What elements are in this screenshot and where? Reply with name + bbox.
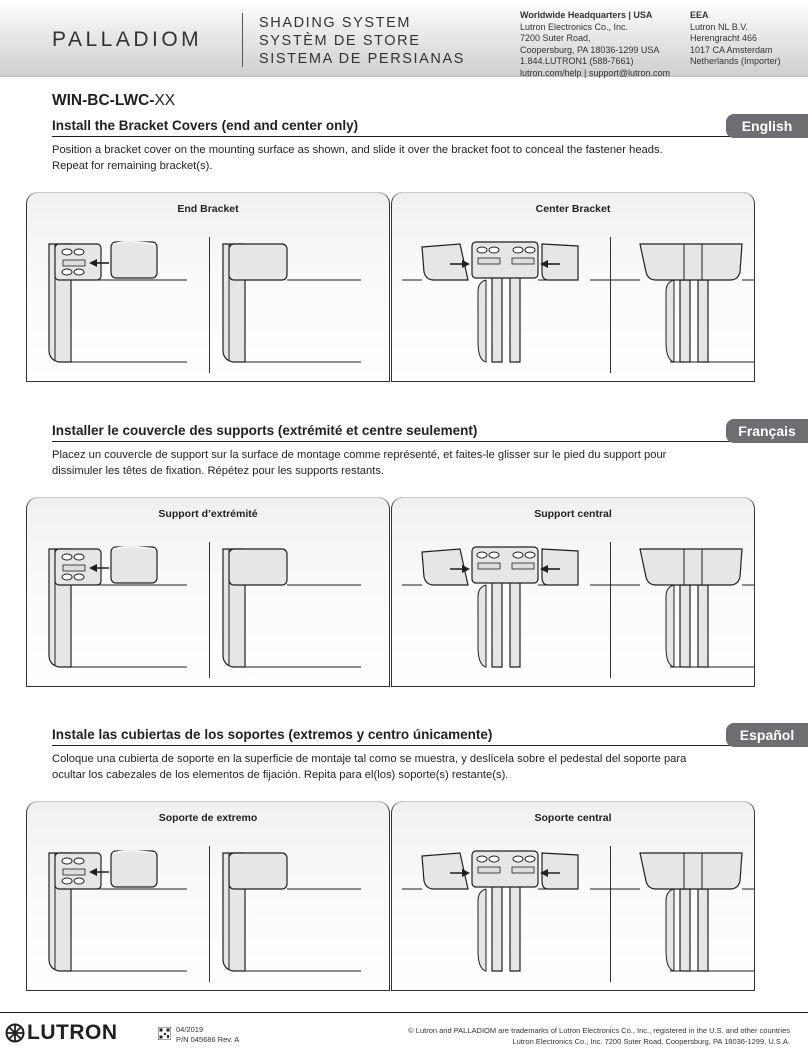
eea-title: EEA [690,10,709,20]
panel-title: End Bracket [177,203,239,215]
document-header [0,0,808,77]
footer-rule [0,1012,808,1013]
center-bracket-illustration [392,801,755,991]
panel-title: Support d’extrémité [158,508,258,520]
center-bracket-after [590,244,755,362]
header-divider [242,13,243,67]
system-line-en: SHADING SYSTEM [259,15,412,31]
language-tab: English [726,114,808,138]
end-bracket-after [223,244,361,362]
language-tab: Español [726,723,808,747]
panel-title: Support central [534,508,612,520]
system-line-es: SISTEMA DE PERSIANAS [259,51,466,67]
hq-line: Coopersburg, PA 18036-1299 USA [520,44,660,55]
end-bracket-illustration [27,497,390,687]
end-bracket-before [49,851,187,971]
section-instructions: Placez un couvercle de support sur la surface de montage comme représenté, et faites-le glisser sur le pied du support pour dissimuler les têtes de fixation. Répétez pour les supports restants. [52,449,667,477]
section-title: Instale las cubiertas de los soportes (extremos y centro únicamente) [52,727,493,742]
panel-title: Soporte central [534,812,612,824]
panel-center-bracket [391,497,755,687]
footer-date: 04/2019 [176,1025,204,1034]
end-bracket-after [223,853,361,971]
section-rule [52,441,756,442]
hq-address [520,10,670,79]
section-instructions: Coloque una cubierta de soporte en la superficie de montaje tal como se muestra, y deslícela sobre el pedestal del soporte para ocultar los cabezales de los elementos de fijación. Repita para el(los) soporte(s) restante(s). [52,753,687,781]
panel-end-bracket [26,801,390,991]
panel-end-bracket [26,497,390,687]
center-bracket-before [402,851,578,971]
footer-trademark: © Lutron and PALLADIOM are trademarks of Lutron Electronics Co., Inc., registered in the U.S. and other countries [408,1026,790,1035]
hq-title: Worldwide Headquarters | USA [520,10,653,20]
center-bracket-before [402,547,578,667]
lutron-mark-icon [5,1023,25,1043]
footer-address: Lutron Electronics Co., Inc. 7200 Suter Road, Coopersburg, PA 18036-1299, U.S.A. [512,1037,790,1046]
footer-part-info [176,1025,239,1044]
lutron-wordmark: LUTRON [27,1021,118,1044]
panel-center-bracket [391,801,755,991]
section-instructions: Position a bracket cover on the mounting surface as shown, and slide it over the bracket foot to conceal the fastener heads. Repeat for remaining bracket(s). [52,144,663,172]
model-bold: WIN-BC-LWC- [52,92,155,109]
end-bracket-after [223,549,361,667]
palladiom-logo: PALLADIOM [52,28,203,51]
panel-center-bracket [391,192,755,382]
section-title: Install the Bracket Covers (end and center only) [52,118,359,133]
lutron-logo [5,1021,118,1045]
eea-address [690,10,781,68]
center-bracket-before [402,242,578,362]
footer-part-number: P/N 045686 Rev. A [176,1034,240,1044]
center-bracket-after [590,549,755,667]
section-rule [52,745,756,746]
end-bracket-illustration [27,801,390,991]
hq-line: Lutron Electronics Co., Inc. [520,21,629,32]
eea-line: Netherlands (Importer) [690,56,781,66]
hq-line: lutron.com/help | support@lutron.com [520,67,671,78]
center-bracket-illustration [392,192,755,382]
panel-title: Soporte de extremo [158,812,258,824]
language-tab: Français [726,419,808,443]
model-suffix: XX [154,92,176,109]
eea-line: Herengracht 466 [690,33,758,43]
model-number [52,92,175,110]
center-bracket-illustration [392,497,755,687]
qr-code-icon [158,1027,171,1040]
section-title: Installer le couvercle des supports (extrémité et centre seulement) [52,423,478,438]
hq-line: 7200 Suter Road, [520,33,591,43]
eea-line: Lutron NL B.V. [690,21,748,32]
end-bracket-before [49,547,187,667]
section-rule [52,136,756,137]
panel-end-bracket [26,192,390,382]
end-bracket-illustration [27,192,390,382]
center-bracket-after [590,853,755,971]
system-name [259,14,465,68]
eea-line: 1017 CA Amsterdam [690,44,773,55]
panel-title: Center Bracket [535,203,611,215]
system-line-fr: SYSTÈM DE STORE [259,33,421,49]
footer-legal [408,1025,790,1047]
hq-line: 1.844.LUTRON1 (588-7661) [520,56,634,66]
end-bracket-before [49,242,187,362]
